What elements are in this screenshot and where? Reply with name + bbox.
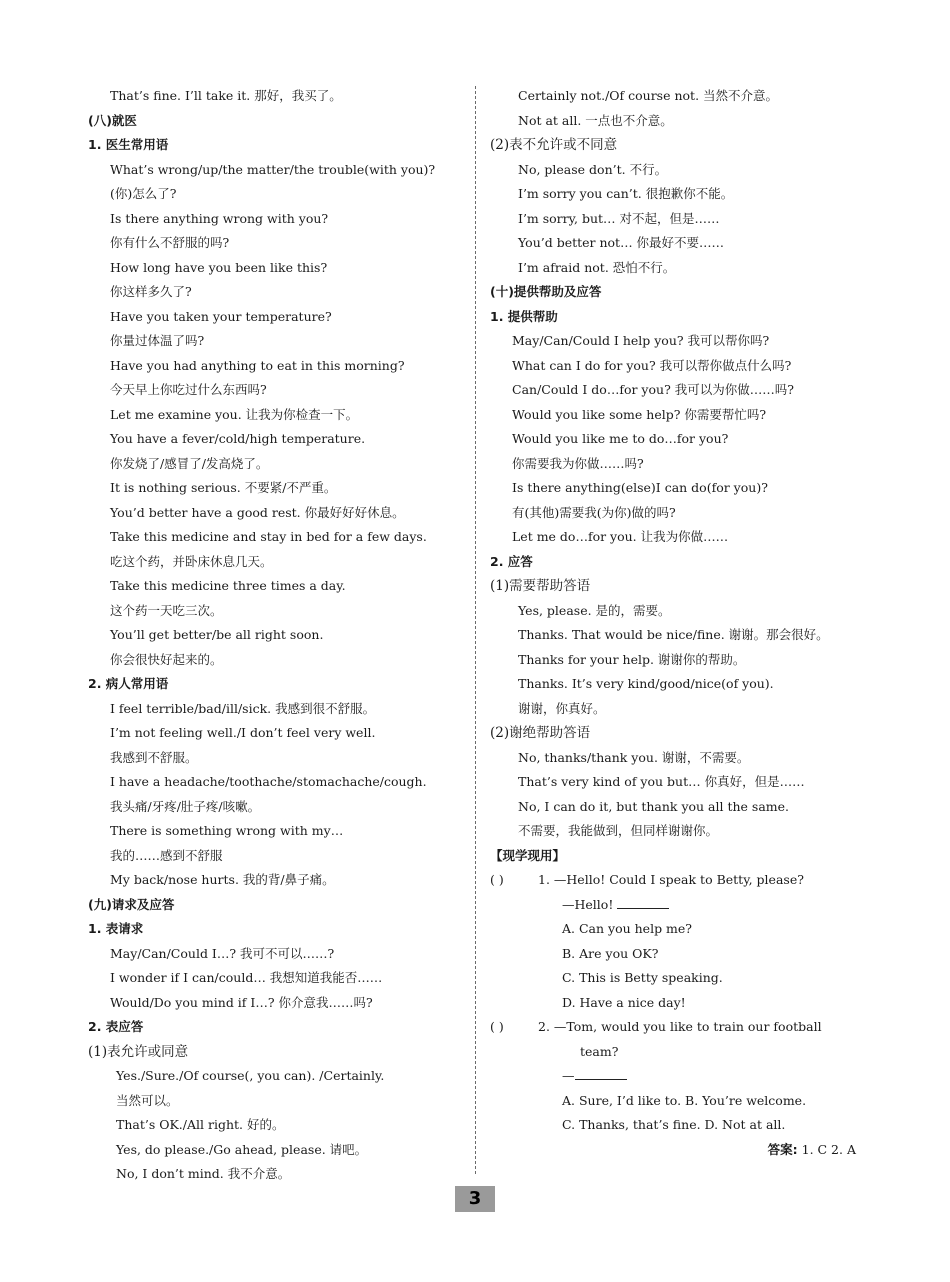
question-reply: [490, 893, 870, 918]
text-line: Take this medicine three times a day.: [110, 578, 346, 593]
text-line: Would you like some help? 你需要帮忙吗?: [512, 406, 767, 422]
question-stem: 2. —Tom, would you like to train our football: [538, 1019, 822, 1034]
text-line: No, I don’t mind. 我不介意。: [116, 1166, 291, 1181]
practice-heading: 【现学现用】: [490, 847, 566, 863]
column-divider: [475, 86, 476, 1174]
text-line: 我的……感到不舒服: [110, 847, 223, 863]
text-line: 不需要，我能做到，但同样谢谢你。: [518, 823, 719, 838]
text-line: I’m afraid not. 恐怕不行。: [518, 259, 676, 275]
fill-blank: [617, 896, 669, 909]
subsection-heading: 2. 表应答: [88, 1019, 144, 1034]
option-b: B. Are you OK?: [562, 945, 659, 961]
reply-text: —: [562, 1068, 575, 1083]
text-line: Yes, please. 是的，需要。: [518, 602, 671, 618]
text-line: I’m sorry you can’t. 很抱歉你不能。: [518, 186, 734, 201]
text-line: 你量过体温了吗?: [110, 333, 205, 348]
text-line: Is there anything(else)I can do(for you)?: [512, 480, 768, 495]
category-heading: (1)表允许或同意: [88, 1043, 189, 1060]
text-line: May/Can/Could I help you? 我可以帮你吗?: [512, 333, 770, 348]
text-line: 你需要我为你做……吗?: [512, 455, 644, 471]
answer-blank-paren: ( ): [490, 872, 504, 887]
text-line: What’s wrong/up/the matter/the trouble(with you)?: [110, 161, 436, 177]
option-a: A. Can you help me?: [562, 921, 692, 936]
text-line: I’m sorry, but… 对不起，但是……: [518, 210, 720, 226]
answer-key: [490, 1138, 870, 1163]
section-heading: (十)提供帮助及应答: [490, 284, 602, 299]
text-line: Would you like me to do…for you?: [512, 431, 729, 446]
text-line: You’d better not… 你最好不要……: [518, 235, 725, 250]
text-line: May/Can/Could I…? 我可不可以……?: [110, 945, 335, 961]
page-number: 3: [455, 1186, 495, 1212]
text-line: No, thanks/thank you. 谢谢，不需要。: [518, 749, 750, 765]
text-line: Not at all. 一点也不介意。: [518, 112, 673, 128]
section-heading: (九)请求及应答: [88, 896, 175, 912]
text-line: Have you taken your temperature?: [110, 308, 332, 324]
text-line: What can I do for you? 我可以帮你做点什么吗?: [512, 357, 792, 373]
text-line: That’s fine. I’ll take it. 那好，我买了。: [110, 88, 342, 103]
text-line: I feel terrible/bad/ill/sick. 我感到很不舒服。: [110, 700, 376, 716]
fill-blank: [575, 1067, 627, 1080]
answer-blank-paren: ( ): [490, 1019, 504, 1034]
text-line: Certainly not./Of course not. 当然不介意。: [518, 88, 779, 103]
question-2: [490, 1015, 870, 1040]
question-1: [490, 868, 870, 893]
text-line: Yes./Sure./Of course(, you can). /Certainly.: [116, 1068, 385, 1083]
option-c: C. This is Betty speaking.: [562, 970, 723, 985]
text-line: I’m not feeling well./I don’t feel very well.: [110, 725, 376, 740]
text-line: Can/Could I do…for you? 我可以为你做……吗?: [512, 382, 794, 397]
question-stem: 1. —Hello! Could I speak to Betty, please?: [538, 872, 804, 887]
subsection-heading: 1. 提供帮助: [490, 308, 558, 324]
text-line: Would/Do you mind if I…? 你介意我……吗?: [110, 994, 373, 1010]
text-line: Let me do…for you. 让我为你做……: [512, 529, 729, 544]
text-line: My back/nose hurts. 我的背/鼻子痛。: [110, 872, 335, 887]
answer-text: 1. C 2. A: [801, 1141, 856, 1157]
text-line: Let me examine you. 让我为你检查一下。: [110, 406, 359, 422]
text-line: Is there anything wrong with you?: [110, 210, 329, 226]
text-line: I wonder if I can/could… 我想知道我能否……: [110, 970, 383, 985]
text-line: You’ll get better/be all right soon.: [110, 627, 324, 642]
right-column: [490, 84, 870, 1162]
subsection-heading: 2. 应答: [490, 553, 533, 569]
text-line: 你发烧了/感冒了/发高烧了。: [110, 455, 269, 471]
text-line: How long have you been like this?: [110, 259, 328, 275]
text-line: 这个药一天吃三次。: [110, 602, 223, 618]
text-line: That’s OK./All right. 好的。: [116, 1117, 285, 1132]
text-line: You have a fever/cold/high temperature.: [110, 431, 366, 446]
text-line: Thanks. It’s very kind/good/nice(of you).: [518, 676, 774, 691]
category-heading: (1)需要帮助答语: [490, 578, 591, 594]
text-line: 当然可以。: [116, 1092, 179, 1108]
subsection-heading: 1. 表请求: [88, 921, 144, 936]
text-line: Take this medicine and stay in bed for a few days.: [110, 529, 427, 544]
text-line: Thanks. That would be nice/fine. 谢谢。那会很好。: [518, 627, 829, 642]
text-line: (你)怎么了?: [110, 186, 177, 201]
text-line: Yes, do please./Go ahead, please. 请吧。: [116, 1141, 368, 1157]
text-line: Have you had anything to eat in this morning?: [110, 357, 405, 373]
text-line: It is nothing serious. 不要紧/不严重。: [110, 480, 337, 495]
options-c-d: C. Thanks, that’s fine. D. Not at all.: [562, 1117, 786, 1132]
text-line: Thanks for your help. 谢谢你的帮助。: [518, 651, 746, 667]
reply-text: —Hello!: [562, 896, 614, 912]
text-line: That’s very kind of you but… 你真好，但是……: [518, 774, 805, 789]
text-line: 你这样多久了?: [110, 284, 192, 299]
text-line: I have a headache/toothache/stomachache/cough.: [110, 774, 427, 789]
category-heading: (2)表不允许或不同意: [490, 137, 618, 153]
text-line: No, I can do it, but thank you all the same.: [518, 798, 790, 814]
subsection-heading: 1. 医生常用语: [88, 137, 169, 152]
subsection-heading: 2. 病人常用语: [88, 676, 169, 691]
text-line: 我头痛/牙疼/肚子疼/咳嗽。: [110, 798, 261, 814]
answer-label: 答案:: [767, 1141, 798, 1157]
text-line: 吃这个药，并卧床休息几天。: [110, 553, 273, 569]
category-heading: (2)谢绝帮助答语: [490, 725, 591, 741]
text-line: No, please don’t. 不行。: [518, 161, 668, 177]
text-line: 谢谢，你真好。: [518, 700, 606, 716]
text-line: You’d better have a good rest. 你最好好好休息。: [110, 504, 405, 520]
option-d: D. Have a nice day!: [562, 994, 686, 1010]
text-line: 我感到不舒服。: [110, 749, 198, 765]
text-line: 你会很快好起来的。: [110, 651, 223, 667]
left-column: [88, 84, 464, 1187]
text-line: 你有什么不舒服的吗?: [110, 235, 230, 250]
text-line: 有(其他)需要我(为你)做的吗?: [512, 504, 676, 520]
text-line: There is something wrong with my…: [110, 823, 344, 838]
question-stem-continued: team?: [580, 1043, 619, 1059]
section-heading: (八)就医: [88, 112, 137, 128]
text-line: 今天早上你吃过什么东西吗?: [110, 382, 267, 397]
options-a-b: A. Sure, I’d like to. B. You’re welcome.: [562, 1092, 807, 1108]
question-reply: [490, 1064, 870, 1089]
